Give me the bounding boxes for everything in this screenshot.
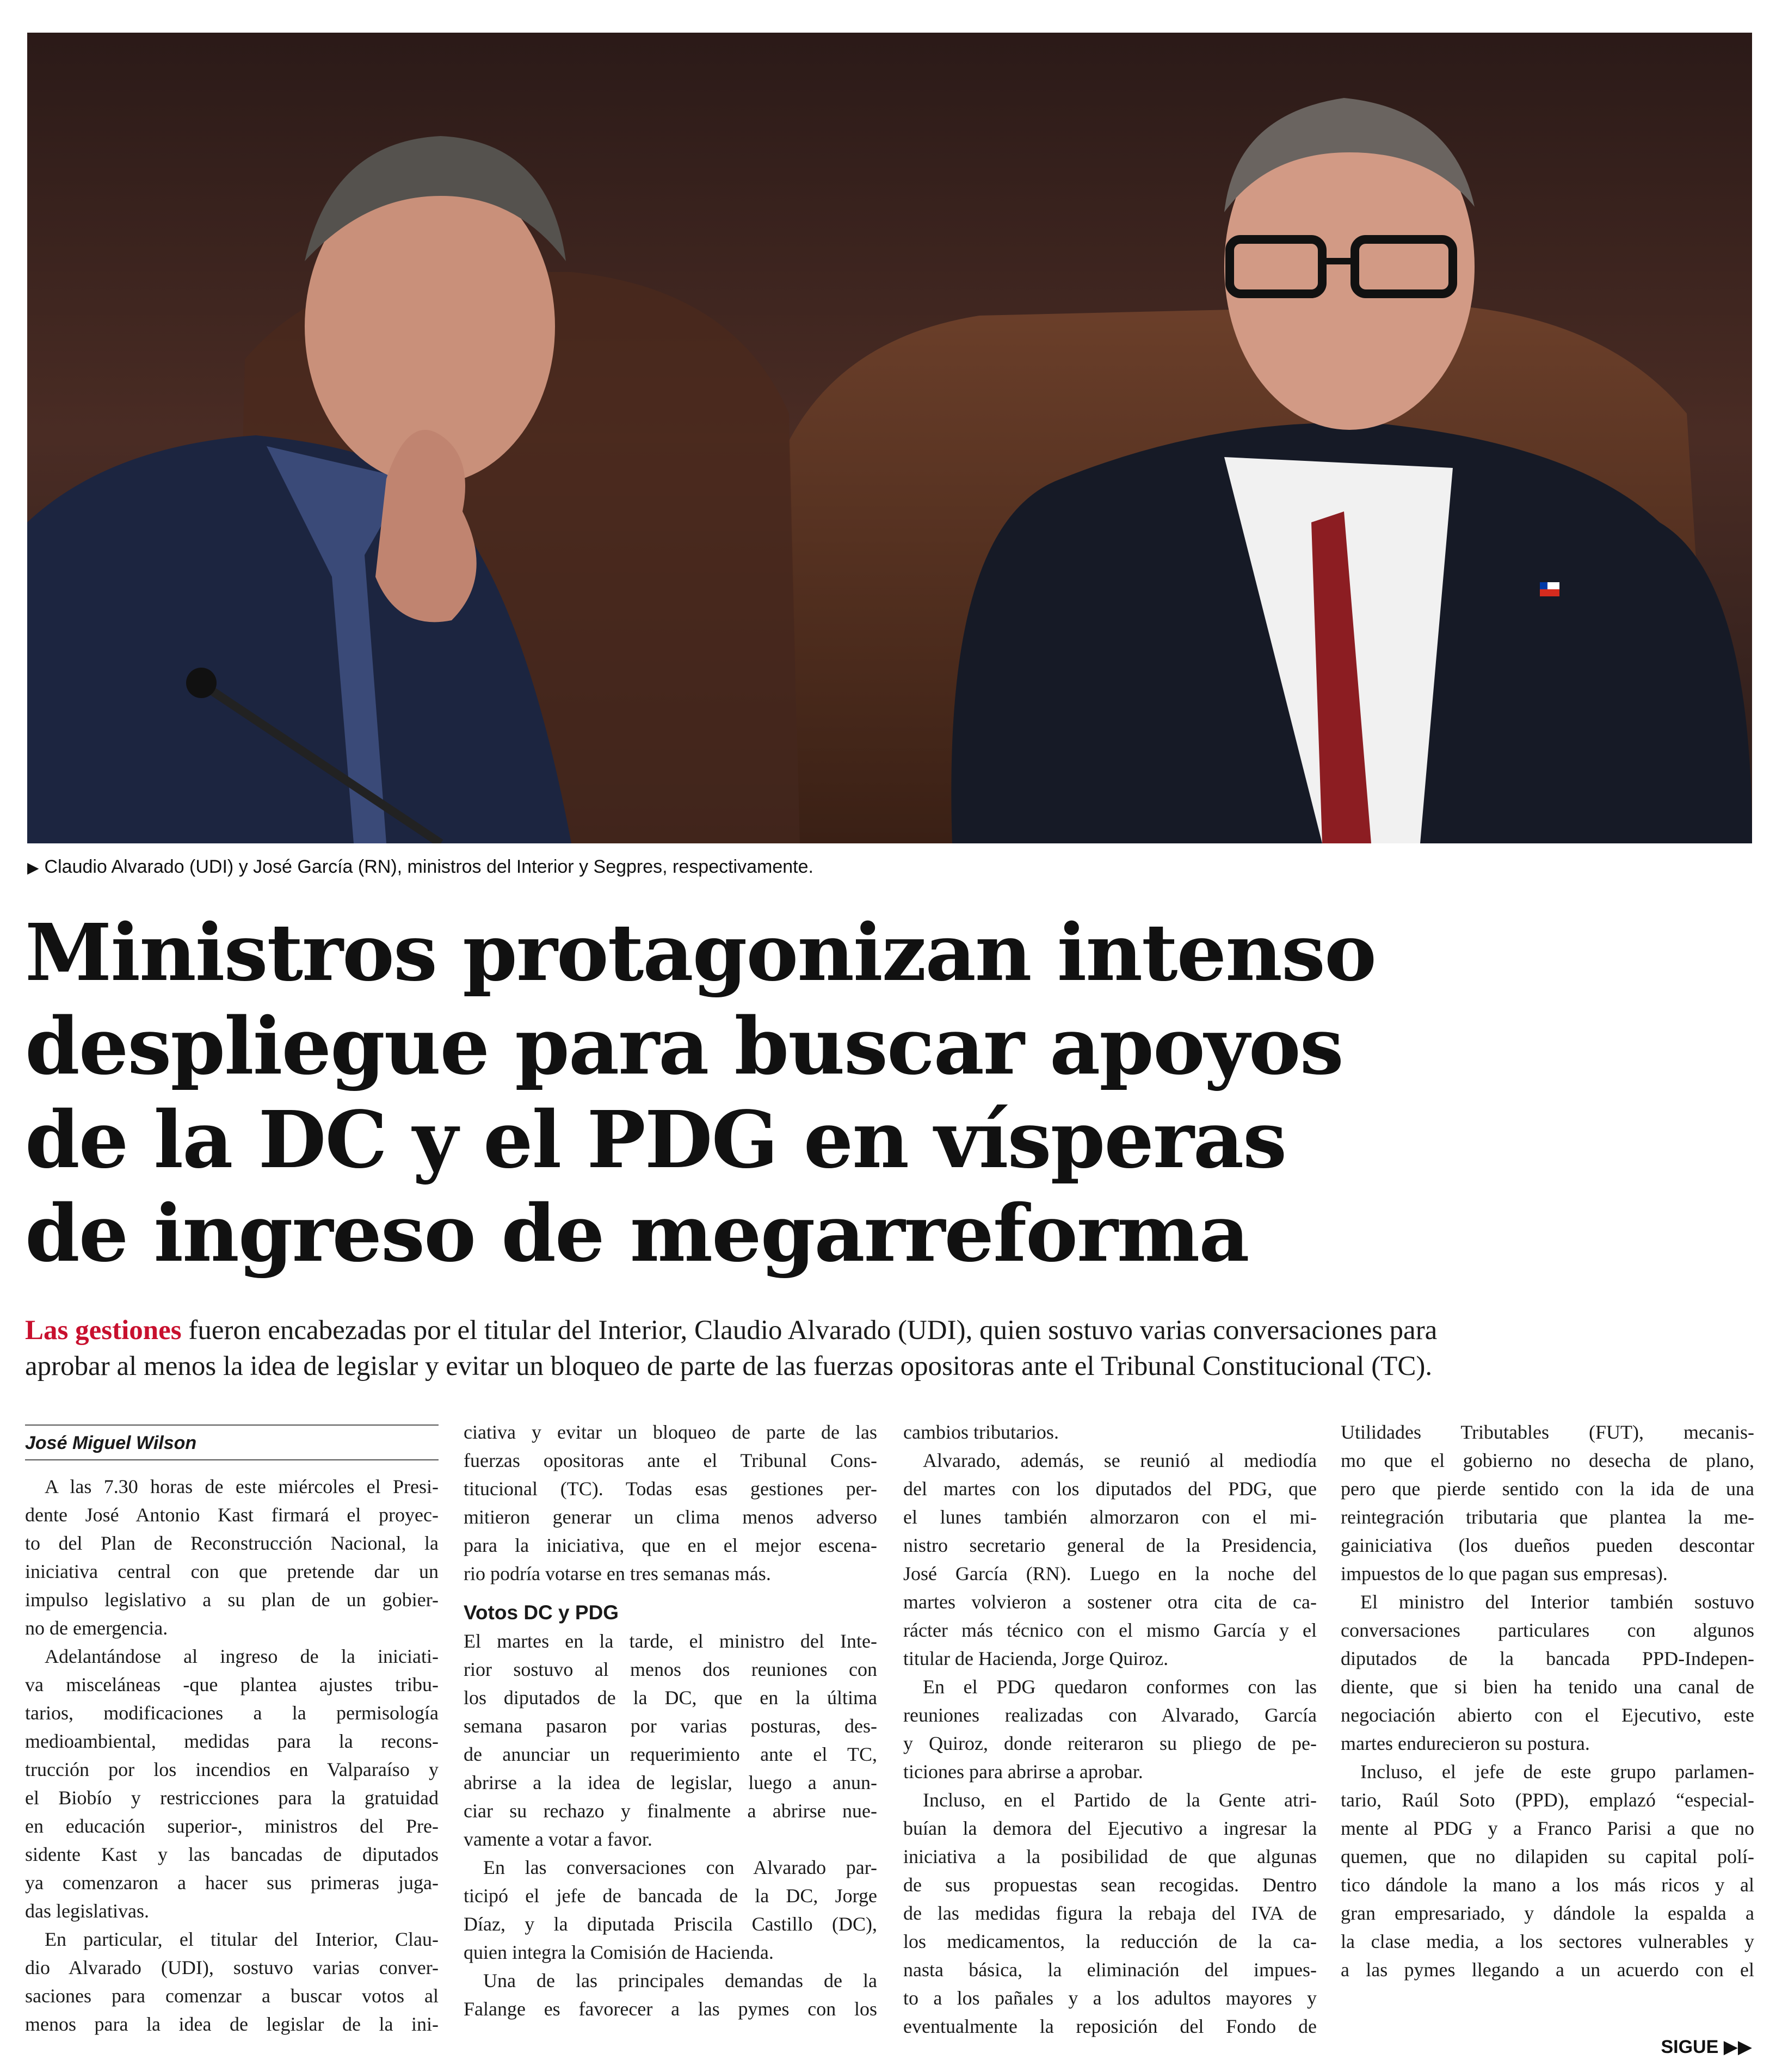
text-line: de anunciar un requerimiento ante el TC, — [464, 1743, 877, 1765]
text-line: los medicamentos, la reducción de la ca- — [903, 1931, 1317, 1952]
text-line: titular de Hacienda, Jorge Quiroz. — [903, 1648, 1169, 1669]
caption-text: Claudio Alvarado (UDI) y José García (RN), ministros del Interior y Segpres, respectivamente. — [44, 856, 813, 877]
text-line: rior sostuvo al menos dos reuniones con — [464, 1658, 877, 1680]
article-photo — [27, 33, 1752, 843]
text-line: no de emergencia. — [25, 1617, 168, 1639]
text-line: iniciativa a la posibilidad de que algunas — [903, 1846, 1317, 1867]
text-line: eventualmente la reposición del Fondo de — [903, 2015, 1317, 2037]
text-line: semana pasaron por varias posturas, des- — [464, 1715, 877, 1737]
text-line: nistro secretario general de la Presidencia, — [903, 1534, 1317, 1556]
headline-line: de la DC y el PDG en vísperas — [25, 1094, 1286, 1186]
text-line: abrirse a la idea de legislar, luego a anun- — [464, 1772, 877, 1793]
byline-block — [25, 1424, 439, 1460]
text-line: ciar su rechazo y finalmente a abrirse nue- — [464, 1800, 877, 1822]
text-line: menos para la idea de legislar de la ini- — [25, 2013, 439, 2035]
caption-arrow-icon: ▶ — [27, 859, 39, 876]
text-line: mitieron generar un clima menos adverso — [464, 1506, 877, 1528]
text-line: Falange es favorecer a las pymes con los — [464, 1998, 877, 2020]
text-line: Una de las principales demandas de la — [483, 1970, 877, 1991]
text-line: saciones para comenzar a buscar votos al — [25, 1985, 439, 2007]
text-line: negociación abierto con el Ejecutivo, este — [1341, 1704, 1754, 1726]
text-line: cambios tributarios. — [903, 1421, 1059, 1443]
text-line: reuniones realizadas con Alvarado, García — [903, 1704, 1317, 1726]
text-line: titucional (TC). Todas esas gestiones per- — [464, 1478, 877, 1500]
text-line: vamente a votar a favor. — [464, 1828, 652, 1850]
headline-line: Ministros protagonizan intenso — [25, 906, 1376, 998]
text-line: martes volvieron a sostener otra cita de ca- — [903, 1591, 1317, 1613]
photo-caption — [27, 856, 1752, 878]
lede-line: aprobar al menos la idea de legislar y evitar un bloqueo de parte de las fuerzas opositoras ante el Tribunal Constitucional (TC). — [25, 1351, 1433, 1382]
lede-line — [25, 1312, 1755, 1348]
text-line: la clase media, a los sectores vulnerables y — [1341, 1931, 1754, 1952]
column-text — [25, 1472, 439, 2038]
text-line: Incluso, en el Partido de la Gente atri- — [923, 1789, 1317, 1811]
text-line: buían la demora del Ejecutivo a ingresar la — [903, 1817, 1317, 1839]
byline: José Miguel Wilson — [25, 1433, 197, 1453]
text-line: to a los pañales y a los adultos mayores y — [903, 1987, 1317, 2009]
subhead: Votos DC y PDG — [464, 1601, 619, 1624]
text-line: diente, que si bien ha tenido una canal de — [1341, 1676, 1754, 1698]
text-line: ciativa y evitar un bloqueo de parte de las — [464, 1421, 877, 1443]
text-line: Díaz, y la diputada Priscila Castillo (DC), — [464, 1913, 877, 1935]
text-line: quemen, que no dilapiden su capital polí- — [1341, 1846, 1754, 1867]
text-line: mo que el gobierno no desecha de plano, — [1341, 1450, 1754, 1471]
text-line: va misceláneas -que plantea ajustes tribu- — [25, 1674, 439, 1695]
text-line: quien integra la Comisión de Hacienda. — [464, 1941, 774, 1963]
text-line: y Quiroz, donde reiteraron su pliego de pe- — [903, 1732, 1317, 1754]
text-line: tario, Raúl Soto (PPD), emplazó “especial- — [1341, 1789, 1754, 1811]
text-line: impulso legislativo a su plan de un gobier- — [25, 1589, 439, 1611]
lede-text: fueron encabezadas por el titular del Interior, Claudio Alvarado (UDI), quien sostuvo varias conversaciones para — [181, 1315, 1438, 1346]
column-text — [1341, 1418, 1754, 1984]
text-line: El ministro del Interior también sostuvo — [1360, 1591, 1754, 1613]
text-line: el lunes también almorzaron con el mi- — [903, 1506, 1317, 1528]
text-line: rio podría votarse en tres semanas más. — [464, 1563, 771, 1584]
body-column-1 — [25, 1424, 439, 2038]
text-line: tarios, modificaciones a la permisología — [25, 1702, 439, 1724]
continue-label: SIGUE ▶▶ — [1661, 2037, 1752, 2057]
text-line: to del Plan de Reconstrucción Nacional, la — [25, 1532, 439, 1554]
text-line: José García (RN). Luego en la noche del — [903, 1563, 1317, 1584]
text-line: gainiciativa (los dueños pueden descontar — [1341, 1534, 1754, 1556]
text-line: dio Alvarado (UDI), sostuvo varias conver- — [25, 1957, 439, 1978]
text-line: mente al PDG y a Franco Parisi a que no — [1341, 1817, 1754, 1839]
text-line: para la iniciativa, que en el mejor escena- — [464, 1534, 877, 1556]
text-line: ticipó el jefe de bancada de la DC, Jorge — [464, 1885, 877, 1907]
column-text — [903, 1418, 1317, 2040]
lede — [25, 1312, 1755, 1384]
text-line: fuerzas opositoras ante el Tribunal Cons- — [464, 1450, 877, 1471]
text-line: los diputados de la DC, que en la última — [464, 1687, 877, 1709]
text-line: rácter más técnico con el mismo García y el — [903, 1619, 1317, 1641]
text-line: En las conversaciones con Alvarado par- — [483, 1857, 877, 1878]
text-line: del martes con los diputados del PDG, que — [903, 1478, 1317, 1500]
body-column-3 — [903, 1418, 1317, 2040]
text-line: dente José Antonio Kast firmará el proyec- — [25, 1504, 439, 1526]
text-line: En el PDG quedaron conformes con las — [923, 1676, 1317, 1698]
text-line: de sus propuestas sean recogidas. Dentro — [903, 1874, 1317, 1896]
text-line: das legislativas. — [25, 1900, 149, 1922]
text-line: Utilidades Tributables (FUT), mecanis- — [1341, 1421, 1754, 1443]
text-line: Adelantándose al ingreso de la iniciati- — [45, 1645, 439, 1667]
text-line: a las pymes llegando a un acuerdo con el — [1341, 1959, 1754, 1981]
text-line: conversaciones particulares con algunos — [1341, 1619, 1754, 1641]
text-line: pero que pierde sentido con la ida de una — [1341, 1478, 1754, 1500]
text-line: El martes en la tarde, el ministro del Inte- — [464, 1630, 877, 1652]
text-line: sidente Kast y las bancadas de diputados — [25, 1843, 439, 1865]
text-line: tico dándole la mano a los más ricos y al — [1341, 1874, 1754, 1896]
column-text — [464, 1418, 877, 1588]
text-line: reintegración tributaria que plantea la me- — [1341, 1506, 1754, 1528]
body-column-2 — [464, 1418, 877, 2023]
text-line: el Biobío y restricciones para la gratuidad — [25, 1787, 439, 1809]
text-line: martes endurecieron su postura. — [1341, 1732, 1590, 1754]
text-line: En particular, el titular del Interior, Clau- — [45, 1928, 439, 1950]
body-column-4 — [1341, 1418, 1754, 1984]
text-line: impuestos de lo que pagan sus empresas). — [1341, 1563, 1668, 1584]
text-line: diputados de la bancada PPD-Indepen- — [1341, 1648, 1754, 1669]
headline — [25, 906, 1418, 1280]
text-line: medioambiental, medidas para la recons- — [25, 1730, 439, 1752]
ministers-photo-illustration — [27, 33, 1752, 843]
column-text — [464, 1627, 877, 2023]
text-line: de las medidas figura la rebaja del IVA de — [903, 1902, 1317, 1924]
text-line: ya comenzaron a hacer sus primeras juga- — [25, 1872, 439, 1894]
text-line: Incluso, el jefe de este grupo parlamen- — [1360, 1761, 1754, 1783]
headline-line: despliegue para buscar apoyos — [25, 1000, 1343, 1092]
headline-line: de ingreso de megarreforma — [25, 1187, 1249, 1279]
lede-kicker: Las gestiones — [25, 1315, 182, 1346]
text-line: A las 7.30 horas de este miércoles el Presi- — [45, 1476, 439, 1497]
text-line: ticiones para abrirse a aprobar. — [903, 1761, 1143, 1783]
text-line: trucción por los incendios en Valparaíso y — [25, 1759, 439, 1780]
text-line: Alvarado, además, se reunió al mediodía — [923, 1450, 1317, 1471]
text-line: nasta básica, la eliminación del impues- — [903, 1959, 1317, 1981]
text-line: gran empresariado, y dándole la espalda a — [1341, 1902, 1754, 1924]
text-line: iniciativa central con que pretende dar un — [25, 1561, 439, 1582]
text-line: en educación superior-, ministros del Pre- — [25, 1815, 439, 1837]
